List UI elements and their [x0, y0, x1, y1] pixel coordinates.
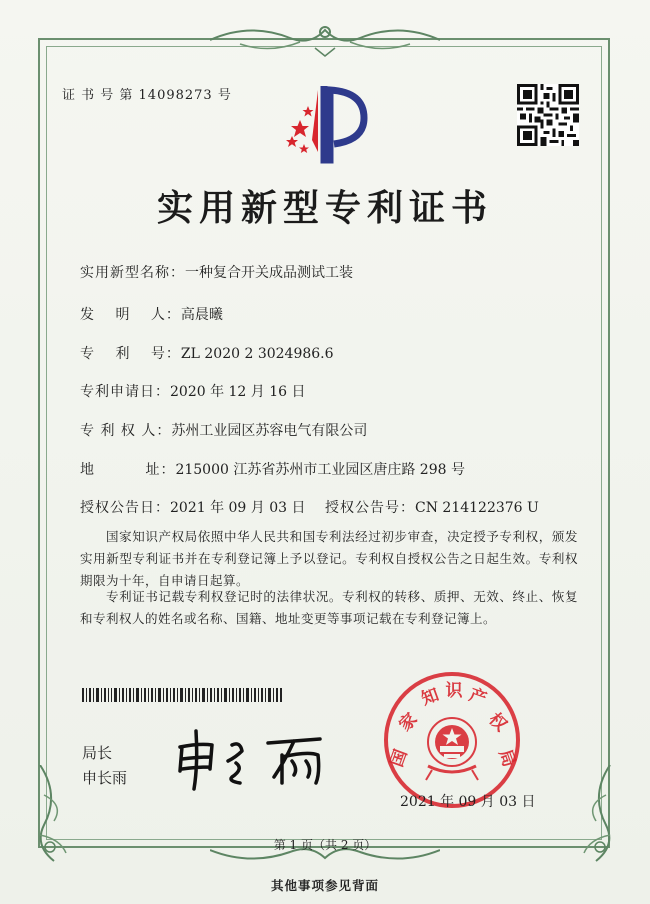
barcode-icon [82, 688, 282, 702]
patentee-field [80, 420, 367, 440]
grant-number-label: 授权公告号： [325, 500, 415, 516]
see-reverse-note: 其他事项参见背面 [270, 878, 379, 893]
patent-number-field [80, 343, 334, 363]
address-field [80, 459, 465, 479]
filing-date-value: 2020 年 12 月 16 日 [170, 384, 306, 400]
patentee-value: 苏州工业园区苏容电气有限公司 [171, 423, 368, 439]
grant-date-field [80, 497, 306, 517]
filing-date-label: 专利申请日： [80, 384, 170, 400]
inventor-field [80, 304, 223, 324]
utility-model-name-value: 一种复合开关成品测试工装 [185, 265, 353, 281]
seal-char-4: 识 [445, 681, 463, 701]
legal-status-paragraph: 专利证书记载专利权登记时的法律状况。专利权的转移、质押、无效、终止、恢复和专利权人的姓名或名称、国籍、地址变更等事项记载在专利登记簿上。 [80, 589, 578, 626]
grant-number-value: CN 214122376 U [415, 500, 539, 516]
seal-char-3: 知 [418, 684, 442, 710]
official-seal-icon [382, 670, 522, 810]
inventor-label: 发 明 人： [80, 307, 181, 323]
cnipa-logo-icon [282, 80, 378, 164]
grant-statement-paragraph: 国家知识产权局依照中华人民共和国专利法经过初步审查，决定授予专利权，颁发实用新型专利证书并在专利登记簿上予以登记。专利权自授权公告之日起生效。专利权期限为十年，自申请日起算。 [80, 529, 578, 588]
filing-date-field [80, 381, 306, 401]
qr-code-icon [517, 84, 579, 146]
seal-date: 2021 年 09 月 03 日 [400, 794, 536, 810]
grant-number-field [325, 497, 539, 517]
certificate-title: 实用新型专利证书 [156, 187, 493, 229]
top-ornament [210, 18, 440, 58]
patent-number-value: ZL 2020 2 3024986.6 [180, 346, 334, 362]
utility-model-name-field [80, 262, 353, 282]
address-label: 地 址： [80, 462, 176, 478]
utility-model-name-label: 实用新型名称： [80, 265, 185, 281]
grant-date-value: 2021 年 09 月 03 日 [170, 500, 306, 516]
certificate-number: 证 书 号 第 14098273 号 [62, 88, 232, 103]
inventor-value: 高晨曦 [180, 307, 223, 323]
grant-date-label: 授权公告日： [80, 500, 170, 516]
seal-char-7: 局 [494, 746, 520, 770]
seal-char-1: 国 [386, 746, 412, 770]
patentee-label: 专 利 权 人： [80, 423, 172, 439]
seal-char-6: 权 [484, 709, 511, 736]
handwritten-signature [170, 725, 340, 795]
seal-char-5: 产 [466, 684, 490, 710]
director-name: 申长雨 [82, 770, 128, 787]
director-title: 局长 [82, 745, 113, 762]
seal-char-2: 家 [395, 709, 422, 736]
page-number: 第 1 页（共 2 页） [273, 838, 377, 852]
address-value: 215000 江苏省苏州市工业园区唐庄路 298 号 [175, 462, 465, 478]
patent-number-label: 专 利 号： [80, 346, 181, 362]
